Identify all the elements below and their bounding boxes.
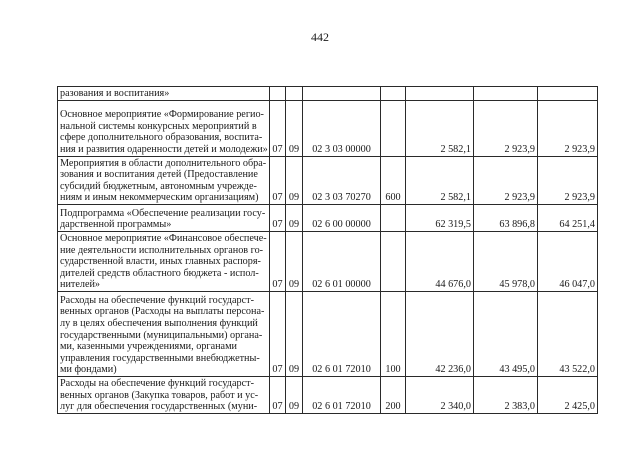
target-article-cell: 02 6 01 72010	[303, 291, 381, 376]
row-name-cell: Расходы на обеспечение функций государст-венных органов (Расходы на выплаты персона-лу в целях обеспечения выполнения функций государственными (муниципальными) органа-ми, казенными учреждениями, органами управления государственными внебюджетны-ми фондами)	[58, 291, 270, 376]
row-name-cell: Основное мероприятие «Финансовое обеспече-ние деятельности исполнительных органов го-сударственной власти, иных главных распоря-дителей средств областного бюджета - испол-нителей»	[58, 231, 270, 291]
amount-year-2-cell: 2 923,9	[474, 100, 538, 156]
amount-year-2-cell: 2 383,0	[474, 376, 538, 413]
amount-year-1-cell: 2 582,1	[406, 156, 474, 204]
page-number: 442	[311, 30, 329, 44]
subsection-code-cell: 09	[286, 291, 303, 376]
amount-year-2-cell: 63 896,8	[474, 204, 538, 231]
target-article-cell: 02 6 00 00000	[303, 204, 381, 231]
expense-type-cell	[381, 231, 406, 291]
section-code-cell: 07	[270, 231, 286, 291]
subsection-code-cell: 09	[286, 100, 303, 156]
amount-year-3-cell: 46 047,0	[538, 231, 598, 291]
section-code-cell: 07	[270, 291, 286, 376]
amount-year-1-cell: 42 236,0	[406, 291, 474, 376]
expense-type-cell	[381, 87, 406, 101]
amount-year-2-cell: 43 495,0	[474, 291, 538, 376]
amount-year-3-cell: 43 522,0	[538, 291, 598, 376]
table-row	[58, 156, 598, 204]
row-name-cell: Подпрограмма «Обеспечение реализации госу-дарственной программы»	[58, 204, 270, 231]
amount-year-2-cell	[474, 87, 538, 101]
amount-year-1-cell	[406, 87, 474, 101]
subsection-code-cell: 09	[286, 204, 303, 231]
subsection-code-cell: 09	[286, 376, 303, 413]
amount-year-2-cell: 2 923,9	[474, 156, 538, 204]
target-article-cell	[303, 87, 381, 101]
expense-type-cell: 200	[381, 376, 406, 413]
section-code-cell: 07	[270, 376, 286, 413]
table-row	[58, 291, 598, 376]
amount-year-3-cell: 64 251,4	[538, 204, 598, 231]
amount-year-3-cell: 2 923,9	[538, 156, 598, 204]
section-code-cell: 07	[270, 204, 286, 231]
table-row	[58, 231, 598, 291]
section-code-cell: 07	[270, 100, 286, 156]
amount-year-3-cell: 2 923,9	[538, 100, 598, 156]
table-row	[58, 100, 598, 156]
table-row	[58, 376, 598, 413]
amount-year-1-cell: 44 676,0	[406, 231, 474, 291]
target-article-cell: 02 3 03 00000	[303, 100, 381, 156]
section-code-cell	[270, 87, 286, 101]
section-code-cell: 07	[270, 156, 286, 204]
row-name-cell: Мероприятия в области дополнительного обра-зования и воспитания детей (Предоставление субсидий бюджетным, автономным учрежде-ниям и иным некоммерческим организациям)	[58, 156, 270, 204]
target-article-cell: 02 3 03 70270	[303, 156, 381, 204]
amount-year-1-cell: 62 319,5	[406, 204, 474, 231]
target-article-cell: 02 6 01 00000	[303, 231, 381, 291]
target-article-cell: 02 6 01 72010	[303, 376, 381, 413]
table-row	[58, 204, 598, 231]
amount-year-3-cell	[538, 87, 598, 101]
expense-type-cell: 100	[381, 291, 406, 376]
amount-year-1-cell: 2 340,0	[406, 376, 474, 413]
amount-year-1-cell: 2 582,1	[406, 100, 474, 156]
table-row	[58, 87, 598, 101]
subsection-code-cell: 09	[286, 231, 303, 291]
expense-type-cell: 600	[381, 156, 406, 204]
subsection-code-cell	[286, 87, 303, 101]
row-name-cell: разования и воспитания»	[58, 87, 270, 101]
expense-type-cell	[381, 100, 406, 156]
budget-table	[57, 86, 598, 414]
amount-year-2-cell: 45 978,0	[474, 231, 538, 291]
subsection-code-cell: 09	[286, 156, 303, 204]
amount-year-3-cell: 2 425,0	[538, 376, 598, 413]
budget-table-body	[58, 87, 598, 414]
row-name-cell: Основное мероприятие «Формирование регио-нальной системы конкурсных мероприятий в сфере дополнительного образования, воспита-ния и развития одаренности детей и молодежи»	[58, 100, 270, 156]
expense-type-cell	[381, 204, 406, 231]
row-name-cell: Расходы на обеспечение функций государст-венных органов (Закупка товаров, работ и ус-луг для обеспечения государственных (муни-	[58, 376, 270, 413]
